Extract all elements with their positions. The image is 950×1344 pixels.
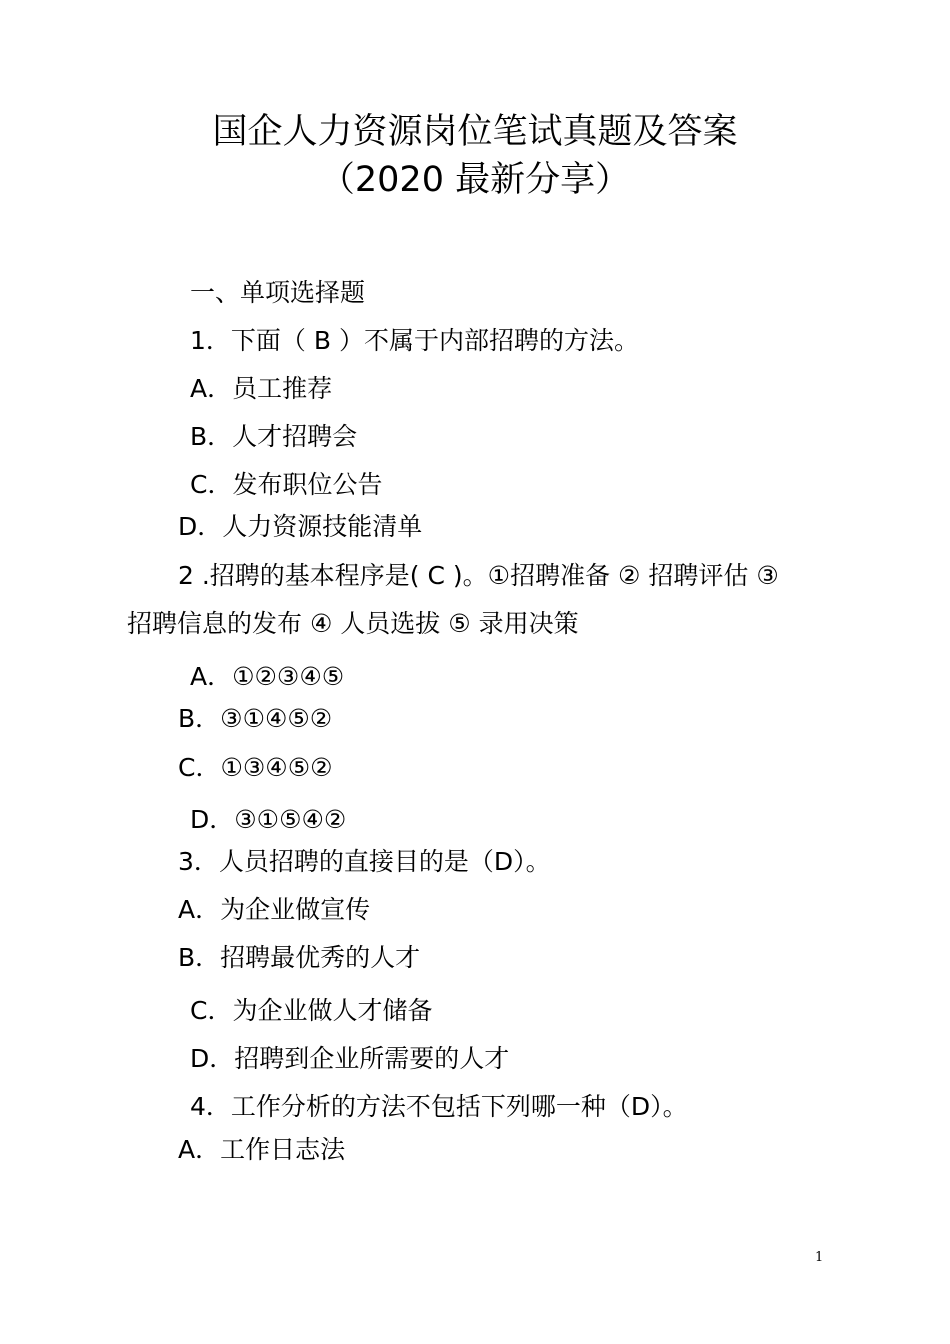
option-line: D．人力资源技能清单 bbox=[178, 512, 423, 541]
option-line: C．①③④⑤② bbox=[178, 753, 333, 782]
option-line: B．③①④⑤② bbox=[178, 704, 333, 733]
option-line: A．工作日志法 bbox=[178, 1135, 346, 1164]
option-line: C．为企业做人才储备 bbox=[190, 996, 433, 1025]
option-line: D．招聘到企业所需要的人才 bbox=[190, 1044, 510, 1073]
option-line: A．为企业做宣传 bbox=[178, 895, 371, 924]
option-line: A．员工推荐 bbox=[190, 374, 333, 403]
question-4: 4．工作分析的方法不包括下列哪一种（D）。 bbox=[190, 1092, 688, 1121]
option-line: A．①②③④⑤ bbox=[190, 662, 345, 691]
question-1: 1．下面（ B ）不属于内部招聘的方法。 bbox=[190, 326, 639, 355]
document-subtitle: （2020 最新分享） bbox=[319, 160, 631, 200]
section-heading: 一、单项选择题 bbox=[190, 278, 366, 307]
option-line: B．招聘最优秀的人才 bbox=[178, 943, 421, 972]
document-title: 国企人力资源岗位笔试真题及答案 bbox=[212, 112, 738, 152]
option-line: D．③①⑤④② bbox=[190, 805, 347, 834]
option-line: B．人才招聘会 bbox=[190, 422, 358, 451]
question-2-continued: 招聘信息的发布 ④ 人员选拔 ⑤ 录用决策 bbox=[127, 609, 579, 638]
question-2: 2 .招聘的基本程序是( C )。①招聘准备 ② 招聘评估 ③ bbox=[178, 561, 779, 590]
page-number: 1 bbox=[815, 1250, 824, 1265]
option-line: C．发布职位公告 bbox=[190, 470, 383, 499]
question-3: 3．人员招聘的直接目的是（D）。 bbox=[178, 847, 551, 876]
